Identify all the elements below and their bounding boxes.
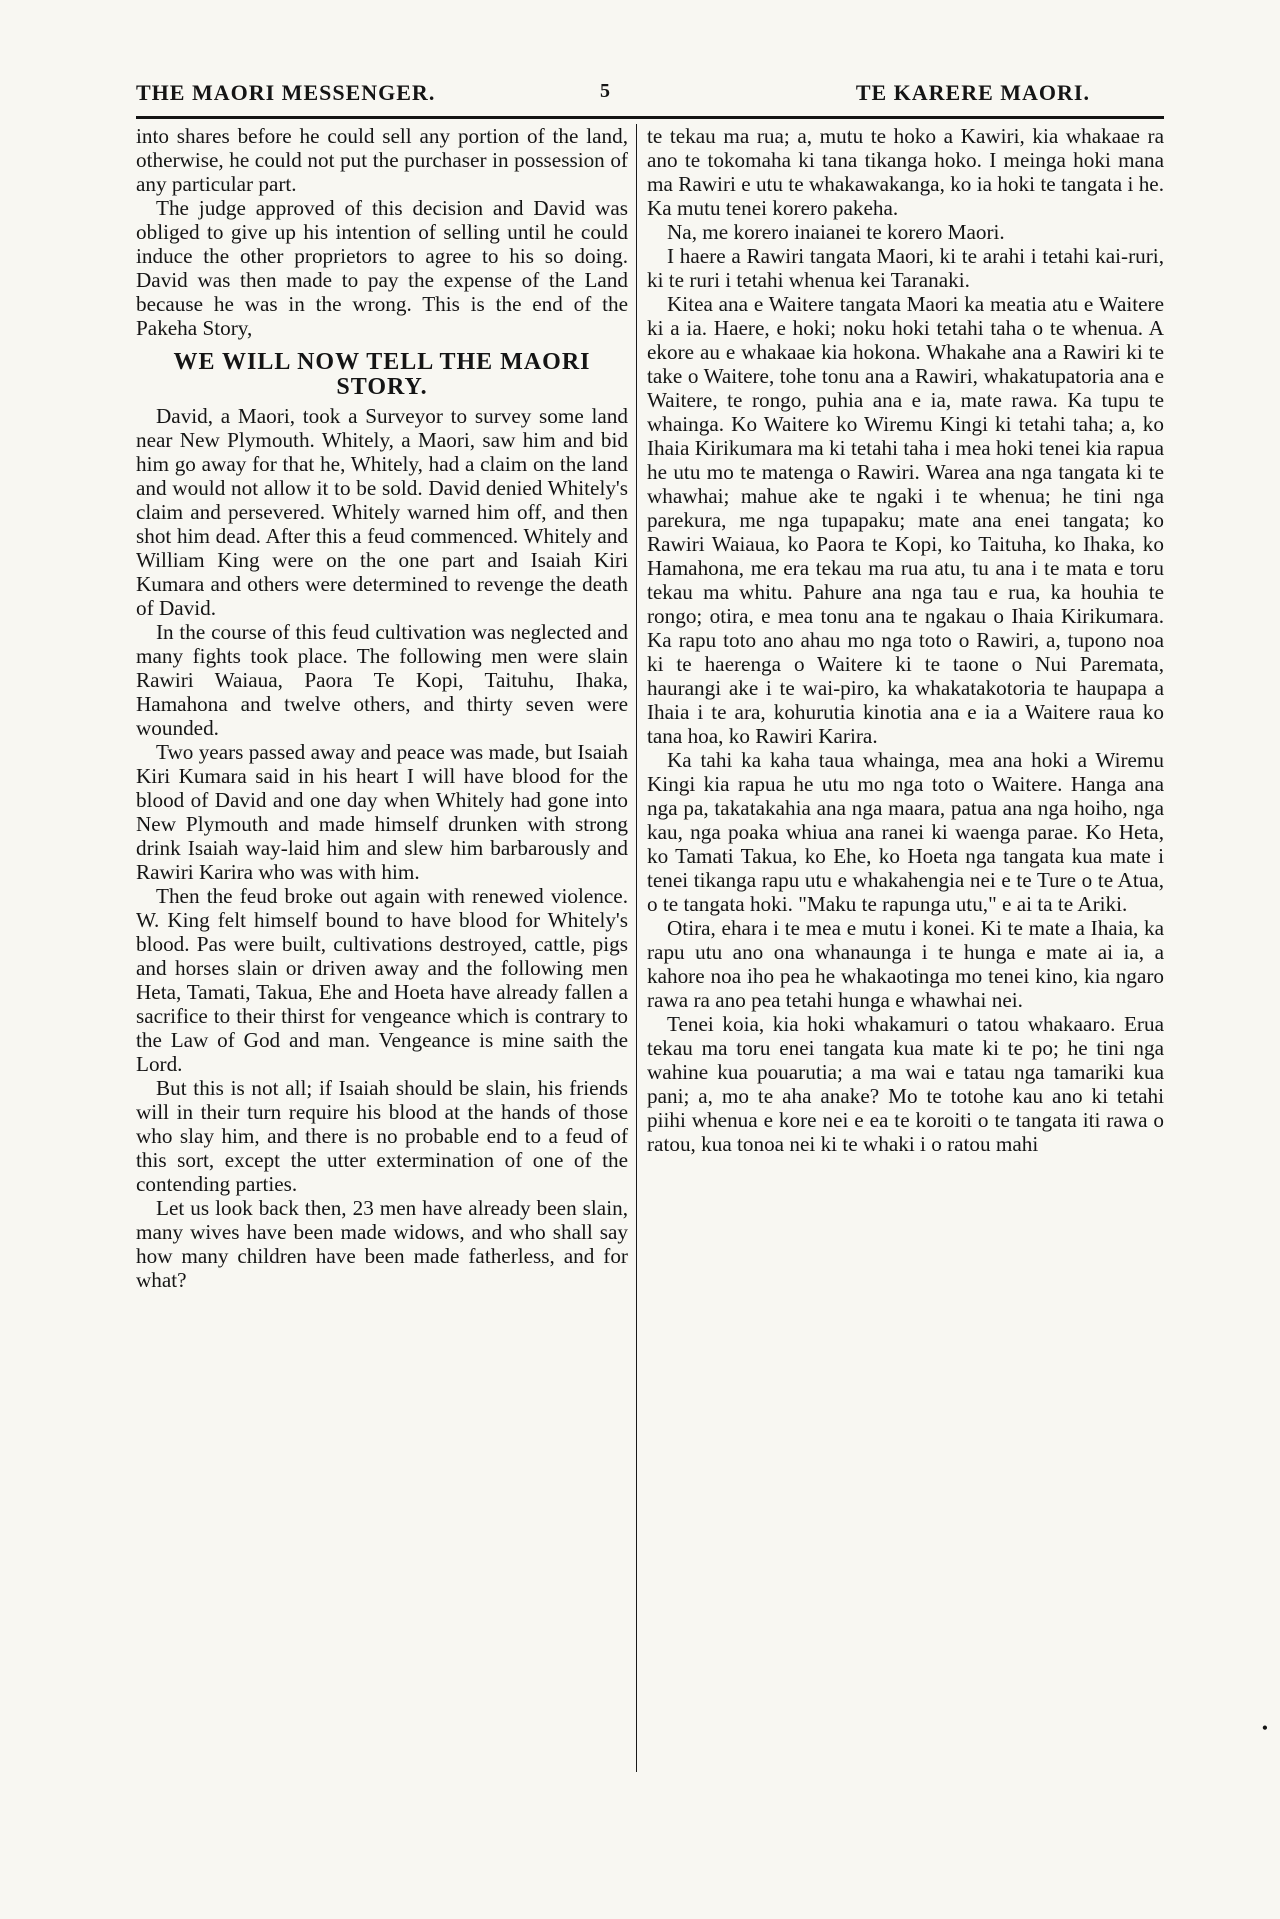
english-paragraph-1: into shares before he could sell any portion of the land, otherwise, he could not put the purchaser in possession of any particular part. (136, 124, 628, 196)
english-paragraph-3: David, a Maori, took a Surveyor to survey some land near New Plymouth. Whitely, a Maori, saw him and bid him go away for that he, Whitely, had a claim on the land and would not allow it to be sold. David denied Whitely's claim and persevered. Whitely warned him off, and then shot him dead. After this a feud commenced. Whitely and William King were on the one part and Isaiah Kiri Kumara and others were determined to revenge the death of David. (136, 404, 628, 620)
english-paragraph-7: But this is not all; if Isaiah should be slain, his friends will in their turn require his blood at the hands of those who slay him, and there is no probable end to a feud of this sort, except the utter extermination of one of the contending parties. (136, 1076, 628, 1196)
maori-masthead-title: TE KARERE MAORI. (855, 80, 1090, 105)
maori-paragraph-5: Ka tahi ka kaha taua whainga, mea ana hoki a Wiremu Kingi kia rapua he utu mo nga toto o Waitere. Hanga ana nga pa, takatakahia ana nga maara, patua ana nga hoiho, nga kau, nga poaka whiua ana ranei ki waenga parae. Ko Heta, ko Tamati Takua, ko Ehe, ko Hoeta nga tangata kua mate i tenei tikanga rapu utu e whakahengia nei e te Ture o te Atua, o te tangata hoki. "Maku te rapunga utu," e ai ta te Ariki. (647, 748, 1164, 916)
english-column (136, 124, 636, 1894)
english-paragraph-6: Then the feud broke out again with renewed violence. W. King felt himself bound to have blood for Whitely's blood. Pas were built, cultivations destroyed, cattle, pigs and horses slain or driven away and the following men Heta, Tamati, Takua, Ehe and Hoeta have already fallen a sacrifice to their thirst for vengeance which is contrary to the Law of God and man. Vengeance is mine saith the Lord. (136, 884, 628, 1076)
margin-bullet: • (1261, 1718, 1268, 1738)
maori-paragraph-3: I haere a Rawiri tangata Maori, ki te arahi i tetahi kai-ruri, ki te ruri i tetahi whenua kei Taranaki. (647, 244, 1164, 292)
page-number: 5 (600, 80, 611, 102)
maori-paragraph-4: Kitea ana e Waitere tangata Maori ka meatia atu e Waitere ki a ia. Haere, e hoki; noku hoki tetahi taha o te whenua. A ekore au e whakaae kia hokona. Whakahe ana a Rawiri ki te take o Waitere, tohe tonu ana a Rawiri, whakatupatoria ana e Waitere, te rongo, puhia ana e ia, mate rawa. Ka tupu te whainga. Ko Waitere ko Wiremu Kingi ki tetahi taha; a, ko Ihaia Kirikumara ma ki tetahi taha i mea hoki tenei kia rapua he utu mo te matenga o Rawiri. Warea ana nga tangata ki te whawhai; mahue ake te ngaki i te whenua; he tini nga parekura, me nga tupapaku; mate ana enei tangata; ko Rawiri Waiaua, ko Paora te Kopi, ko Taituha, ko Ihaka, ko Hamahona, me era tekau ma rua atu, tu ana i te mata e toru tekau ma whitu. Pahure ana nga tau e rua, ka houhia te rongo; otira, e mea tonu ana te ngakau o Ihaia Kirikumara. Ka rapu toto ano ahau mo nga toto o Rawiri, a, tupono noa ki te haerenga o Waitere ki te taone o Nui Paremata, haurangi ake i te wai-piro, ka whakatakotoria te haupapa a Ihaia i te ara, kohurutia kinotia ana e ia a Waitere raua ko tana hoa, ko Rawiri Karira. (647, 292, 1164, 748)
maori-paragraph-2: Na, me korero inaianei te korero Maori. (667, 220, 1005, 244)
english-paragraph-2: The judge approved of this decision and David was obliged to give up his intention of selling until he could induce the other proprietors to agree to his so doing. David was then made to pay the expense of the Land because he was in the wrong. This is the end of the Pakeha Story, (136, 196, 628, 340)
english-paragraph-4: In the course of this feud cultivation was neglected and many fights took place. The following men were slain Rawiri Waiaua, Paora Te Kopi, Taituhu, Ihaka, Hamahona and twelve others, and thirty seven were wounded. (136, 620, 628, 740)
maori-column (637, 124, 1164, 1894)
story-heading: WE WILL NOW TELL THE MAORI STORY. (173, 349, 591, 400)
english-paragraph-8: Let us look back then, 23 men have already been slain, many wives have been made widows, and who shall say how many children have been made fatherless, and for what? (136, 1196, 628, 1292)
english-paragraph-5: Two years passed away and peace was made, but Isaiah Kiri Kumara said in his heart I will have blood for the blood of David and one day when Whitely had gone into New Plymouth and made himself drunken with strong drink Isaiah way-laid him and slew him barbarously and Rawiri Karira who was with him. (136, 740, 628, 884)
maori-paragraph-6: Otira, ehara i te mea e mutu i konei. Ki te mate a Ihaia, ka rapu utu ano ona whanaunga i te hunga e mate ai ia, a kahore noa iho pea he whakaotinga mo tenei kino, kia ngaro rawa ra ano pea tetahi hunga e whawhai nei. (647, 916, 1164, 1012)
english-masthead-title: THE MAORI MESSENGER. (136, 80, 436, 105)
header-rule (136, 116, 1164, 119)
maori-paragraph-7: Tenei koia, kia hoki whakamuri o tatou whakaaro. Erua tekau ma toru enei tangata kua mate ki te po; he tini nga wahine kua pouarutia; a ma wai e tatau nga tamariki kua pani; a, mo te aha anake? Mo te totohe kau ano ki tetahi piihi whenua e kore nei e ea te koroiti o te tangata iti rawa o ratou, kua tonoa nei ki te whaki i o ratou mahi (647, 1012, 1164, 1156)
maori-paragraph-1: te tekau ma rua; a, mutu te hoko a Kawiri, kia whakaae ra ano te tokomaha ki tana tikanga hoko. I meinga hoki mana ma Rawiri e utu te whakawakanga, ko ia hoki te tangata i he. Ka mutu tenei korero pakeha. (647, 124, 1164, 220)
article-columns (136, 124, 1164, 1894)
running-head (136, 80, 1258, 114)
